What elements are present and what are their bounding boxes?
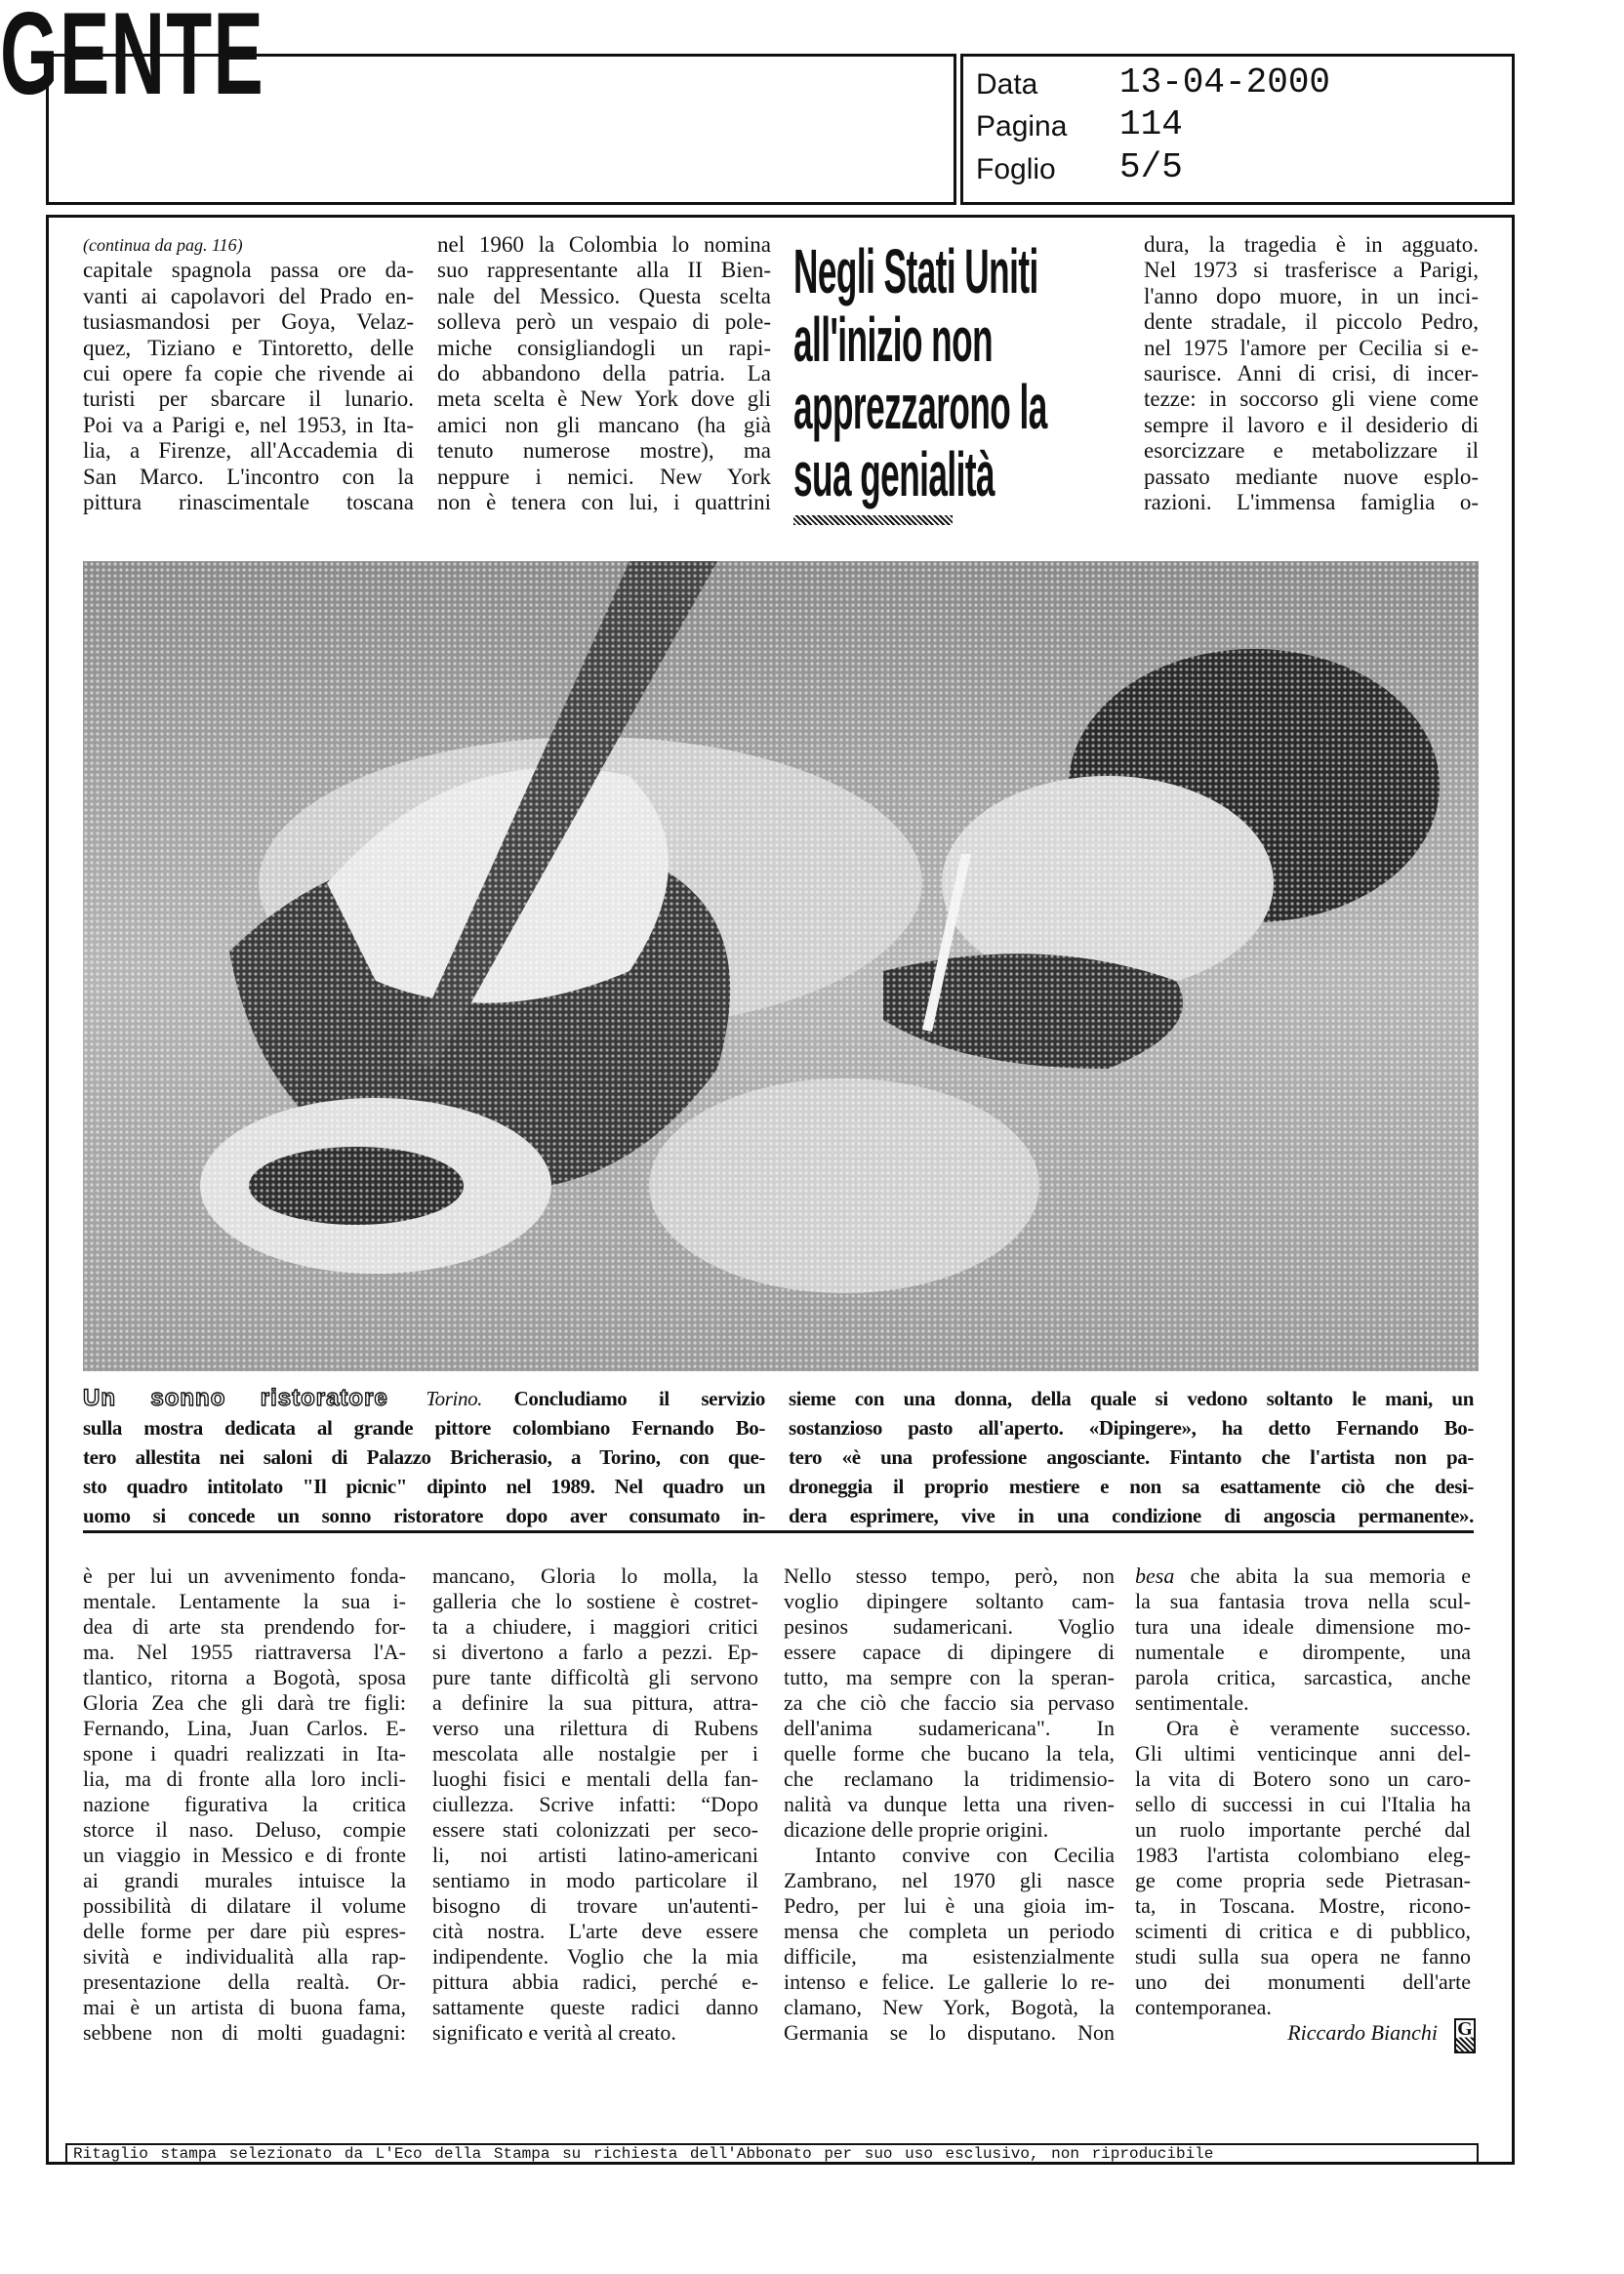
date-value: 13-04-2000: [1119, 62, 1331, 102]
text-line: dicazione delle proprie origini.: [784, 1817, 1049, 1842]
text-line: presentazione della realtà. Or-: [83, 1969, 406, 1994]
text-line: tutto, ma sempre con la speran-: [784, 1665, 1115, 1689]
caption-place: Torino.: [426, 1387, 483, 1410]
publication-logo: GENTE: [0, 0, 264, 119]
text-line: tenuto numerose mostre), ma: [437, 438, 771, 464]
text-line: bisogno di trovare un'autenti-: [432, 1893, 758, 1918]
text-line: studi sulla sua opera ne fanno: [1135, 1944, 1471, 1969]
text-line: Intanto convive con Cecilia: [815, 1843, 1115, 1867]
text-line: Zambrano, nel 1970 gli nasce: [784, 1868, 1115, 1892]
text-line: dera esprimere, vive in una condizione di angoscia permanente».: [789, 1504, 1474, 1527]
text-line: sto quadro intitolato "Il picnic" dipinto nel 1989. Nel quadro un: [83, 1475, 765, 1498]
text-line: Germania se lo disputano. Non: [784, 2020, 1115, 2045]
text-line: Nello stesso tempo, però, non: [784, 1563, 1115, 1588]
caption-title: Un sonno ristoratore: [83, 1385, 388, 1411]
text-line: ta, in Toscana. Mostre, ricono-: [1135, 1893, 1471, 1918]
page-value: 114: [1119, 104, 1183, 144]
bottom-column-4: [1135, 1563, 1471, 2046]
text-line: tlantico, ritorna a Bogotà, sposa: [83, 1665, 406, 1689]
text-line: intenso e felice. Le gallerie lo re-: [784, 1969, 1115, 1994]
date-label: Data: [976, 68, 1038, 101]
headline-line-1: Negli Stati Uniti: [793, 236, 1038, 306]
text-line: Fernando, Lina, Juan Carlos. E-: [83, 1716, 406, 1740]
top-column-2: [437, 232, 771, 515]
text-line: ta a chiudere, i maggiori critici: [432, 1614, 758, 1639]
text-line: si divertono a farlo a pezzi. Ep-: [432, 1640, 758, 1664]
top-column-3: [1144, 232, 1479, 515]
text-line: pittura rinascimentale toscana: [83, 489, 414, 514]
text-line: voglio dipingere soltanto cam-: [784, 1589, 1115, 1613]
text-line: uomo si concede un sonno ristoratore dopo aver consumato in-: [83, 1504, 765, 1527]
caption-line: Concludiamo il servizio: [513, 1387, 765, 1410]
text-line: numentale e dirompente, una: [1135, 1640, 1471, 1664]
text-line: saurisce. Anni di crisi, di incer-: [1144, 360, 1479, 386]
text-line: cità nostra. L'arte deve essere: [432, 1919, 758, 1943]
continued-note: (continua da pag. 116): [83, 235, 243, 255]
text-line: Gli ultimi venticinque anni del-: [1135, 1741, 1471, 1766]
sheet-label: Foglio: [976, 153, 1056, 185]
sheet-value: 5/5: [1119, 147, 1183, 187]
text-line: nale del Messico. Questa scelta: [437, 283, 771, 308]
text-line: sieme con una donna, della quale si vedono soltanto le mani, un: [789, 1387, 1474, 1410]
text-line: turisti per sbarcare il lunario.: [83, 386, 414, 412]
text-line: solleva però un vespaio di pole-: [437, 309, 771, 335]
text-line: droneggia il proprio mestiere e non sa esattamente ciò che desi-: [789, 1475, 1474, 1498]
text-line: ai grandi murales intuisce la: [83, 1868, 406, 1892]
text-line: scimenti di critica e di pubblico,: [1135, 1919, 1471, 1943]
text-line: miche consigliandogli un rapi-: [437, 335, 771, 360]
text-line: contemporanea.: [1135, 1995, 1272, 2019]
page-label: Pagina: [976, 110, 1068, 142]
text-line: lia, ma di fronte alla loro incli-: [83, 1766, 406, 1791]
text-line: pesinos sudamericani. Voglio: [784, 1614, 1115, 1639]
text-line: quelle forme che bucano la tela,: [784, 1741, 1115, 1766]
text-line: ma. Nel 1955 riattraversa l'A-: [83, 1640, 406, 1664]
author-byline: Riccardo Bianchi: [1287, 2020, 1438, 2045]
bottom-column-1: [83, 1563, 406, 2046]
text-line: un ruolo importante perché dal: [1135, 1817, 1471, 1842]
text-line: ge come propria sede Pietrasan-: [1135, 1868, 1471, 1892]
text-line: quez, Tiziano e Tintoretto, delle: [83, 335, 414, 360]
photo-caption-column-2: [789, 1384, 1474, 1530]
text-line: tezze: in soccorso gli viene come: [1144, 386, 1479, 412]
text-line: storce il naso. Deluso, compie: [83, 1817, 406, 1842]
text-line: passato mediante nuove esplo-: [1144, 464, 1479, 489]
text-line: Gloria Zea che gli darà tre figli:: [83, 1690, 406, 1715]
headline-line-3: apprezzarono la: [793, 372, 1047, 442]
text-line: l'anno dopo muore, in un inci-: [1144, 283, 1479, 308]
text-line: sività e individualità alla rap-: [83, 1944, 406, 1969]
text-line: esorcizzare e metabolizzare il: [1144, 438, 1479, 464]
text-line: suo rappresentante alla II Bien-: [437, 258, 771, 283]
text-line: Nel 1973 si trasferisce a Parigi,: [1144, 258, 1479, 283]
text-line: parola critica, sarcastica, anche: [1135, 1665, 1471, 1689]
text-line: che reclamano la tridimensio-: [784, 1766, 1115, 1791]
press-clipping-notice: Ritaglio stampa selezionato da L'Eco della Stampa su richiesta dell'Abbonato per suo uso esclusivo, non riproducibile: [65, 2143, 1479, 2165]
text-line: delle forme per dare più espres-: [83, 1919, 406, 1943]
text-line: mancano, Gloria lo molla, la: [432, 1563, 758, 1588]
text-line: lia, a Firenze, all'Accademia di: [83, 438, 414, 464]
text-line: sebbene non di molti guadagni:: [83, 2020, 406, 2045]
text-line: pittura abbia radici, perché e-: [432, 1969, 758, 1994]
text-line: mescolata alle nostalgie per i: [432, 1741, 758, 1766]
text-line: sattamente queste radici danno: [432, 1995, 758, 2019]
text-line: nel 1960 la Colombia lo nomina: [437, 232, 771, 257]
text-line: a definire la sua pittura, attra-: [432, 1690, 758, 1715]
top-column-1: [83, 232, 414, 515]
text-line: dente stradale, il piccolo Pedro,: [1144, 309, 1479, 335]
text-line: uno dei monumenti dell'arte: [1135, 1969, 1471, 1994]
text-line: clamano, New York, Bogotà, la: [784, 1995, 1115, 2019]
text-line: indipendente. Voglio che la mia: [432, 1944, 758, 1969]
text-line: essere capace di dipingere di: [784, 1640, 1115, 1664]
bottom-column-2: [432, 1563, 758, 2046]
text-line: sentimentale.: [1135, 1690, 1249, 1715]
text-line: cui opere fa copie che rivende ai: [83, 360, 414, 386]
text-line: la vita di Botero sono un caro-: [1135, 1766, 1471, 1791]
text-line: li, noi artisti latino-americani: [432, 1843, 758, 1867]
photo-caption-column-1: [83, 1384, 765, 1530]
text-line: Poi va a Parigi e, nel 1953, in Ita-: [83, 412, 414, 437]
text-line: Ora è veramente successo.: [1166, 1716, 1471, 1740]
text-line: neppure i nemici. New York: [437, 464, 771, 489]
text-line: dell'anima sudamericana". In: [784, 1716, 1115, 1740]
text-line: sostanzioso pasto all'aperto. «Dipingere», ha detto Fernando Bo-: [789, 1416, 1474, 1440]
text-line: ciullezza. Scrive infatti: “Dopo: [432, 1792, 758, 1816]
text-line: razioni. L'immensa famiglia o-: [1144, 489, 1479, 514]
text-line: Pedro, per lui è una gioia im-: [784, 1893, 1115, 1918]
gente-end-mark-logo: G: [1454, 2018, 1476, 2053]
text-line: pure tante difficoltà gli servono: [432, 1665, 758, 1689]
text-line: meta scelta è New York dove gli: [437, 386, 771, 412]
text-line: significato e verità al creato.: [432, 2020, 676, 2045]
text-line: tura una ideale dimensione mo-: [1135, 1614, 1471, 1639]
text-line: essere stati colonizzati per seco-: [432, 1817, 758, 1842]
text-line: dea di arte sta prendendo for-: [83, 1614, 406, 1639]
text-line: vanti ai capolavori del Prado en-: [83, 283, 414, 308]
text-line: sentiamo in modo particolare il: [432, 1868, 758, 1892]
text-line: za che ciò che faccio sia pervaso: [784, 1690, 1115, 1715]
text-line: mai è un artista di buona fama,: [83, 1995, 406, 2019]
headline-line-4: sua genialità: [793, 439, 995, 509]
text-line: nel 1975 l'amore per Cecilia si e-: [1144, 335, 1479, 360]
text-line: nazione figurativa la critica: [83, 1792, 406, 1816]
text-line: do abbandono della patria. La: [437, 360, 771, 386]
text-line: sello di successi in cui l'Italia ha: [1135, 1792, 1471, 1816]
text-line: amici non gli mancano (ha già: [437, 412, 771, 437]
caption-divider: [83, 1530, 1474, 1533]
text-line: dura, la tragedia è in agguato.: [1144, 232, 1479, 257]
text-line: la sua fantasia trova nella scul-: [1135, 1589, 1471, 1613]
text-line: sempre il lavoro e il desiderio di: [1144, 412, 1479, 437]
text-line: possibilità di dilatare il volume: [83, 1893, 406, 1918]
text-line: sulla mostra dedicata al grande pittore colombiano Fernando Bo-: [83, 1416, 765, 1440]
text-line: tero allestita nei saloni di Palazzo Bricherasio, a Torino, con que-: [83, 1445, 765, 1469]
text-line: galleria che lo sostiene è costret-: [432, 1589, 758, 1613]
text-line: capitale spagnola passa ore da-: [83, 258, 414, 283]
text-line: spone i quadri realizzati in Ita-: [83, 1741, 406, 1766]
text-line: non è tenera con lui, i quattrini: [437, 489, 771, 514]
text-line: 1983 l'artista colombiano eleg-: [1135, 1843, 1471, 1867]
text-line: è per lui un avvenimento fonda-: [83, 1563, 406, 1588]
headline-line-2: all'inizio non: [793, 305, 994, 375]
text-line: difficile, ma esistenzialmente: [784, 1944, 1115, 1969]
text-line: un viaggio in Messico e di fronte: [83, 1843, 406, 1867]
text-line: nalità va dunque letta una riven-: [784, 1792, 1115, 1816]
painting-photo-il-picnic: [83, 561, 1479, 1371]
text-line: besa che abita la sua memoria e: [1135, 1563, 1471, 1588]
headline-underline-bar: [793, 515, 953, 525]
text-line: mensa che completa un periodo: [784, 1919, 1115, 1943]
text-line: luoghi fisici e mentali della fan-: [432, 1766, 758, 1791]
text-line: San Marco. L'incontro con la: [83, 464, 414, 489]
text-line: tero «è una professione angosciante. Fintanto che l'artista non pa-: [789, 1445, 1474, 1469]
text-line: mentale. Lentamente la sua i-: [83, 1589, 406, 1613]
text-line: verso una rilettura di Rubens: [432, 1716, 758, 1740]
bottom-column-3: [784, 1563, 1115, 2046]
text-line: tusiasmandosi per Goya, Velaz-: [83, 309, 414, 335]
